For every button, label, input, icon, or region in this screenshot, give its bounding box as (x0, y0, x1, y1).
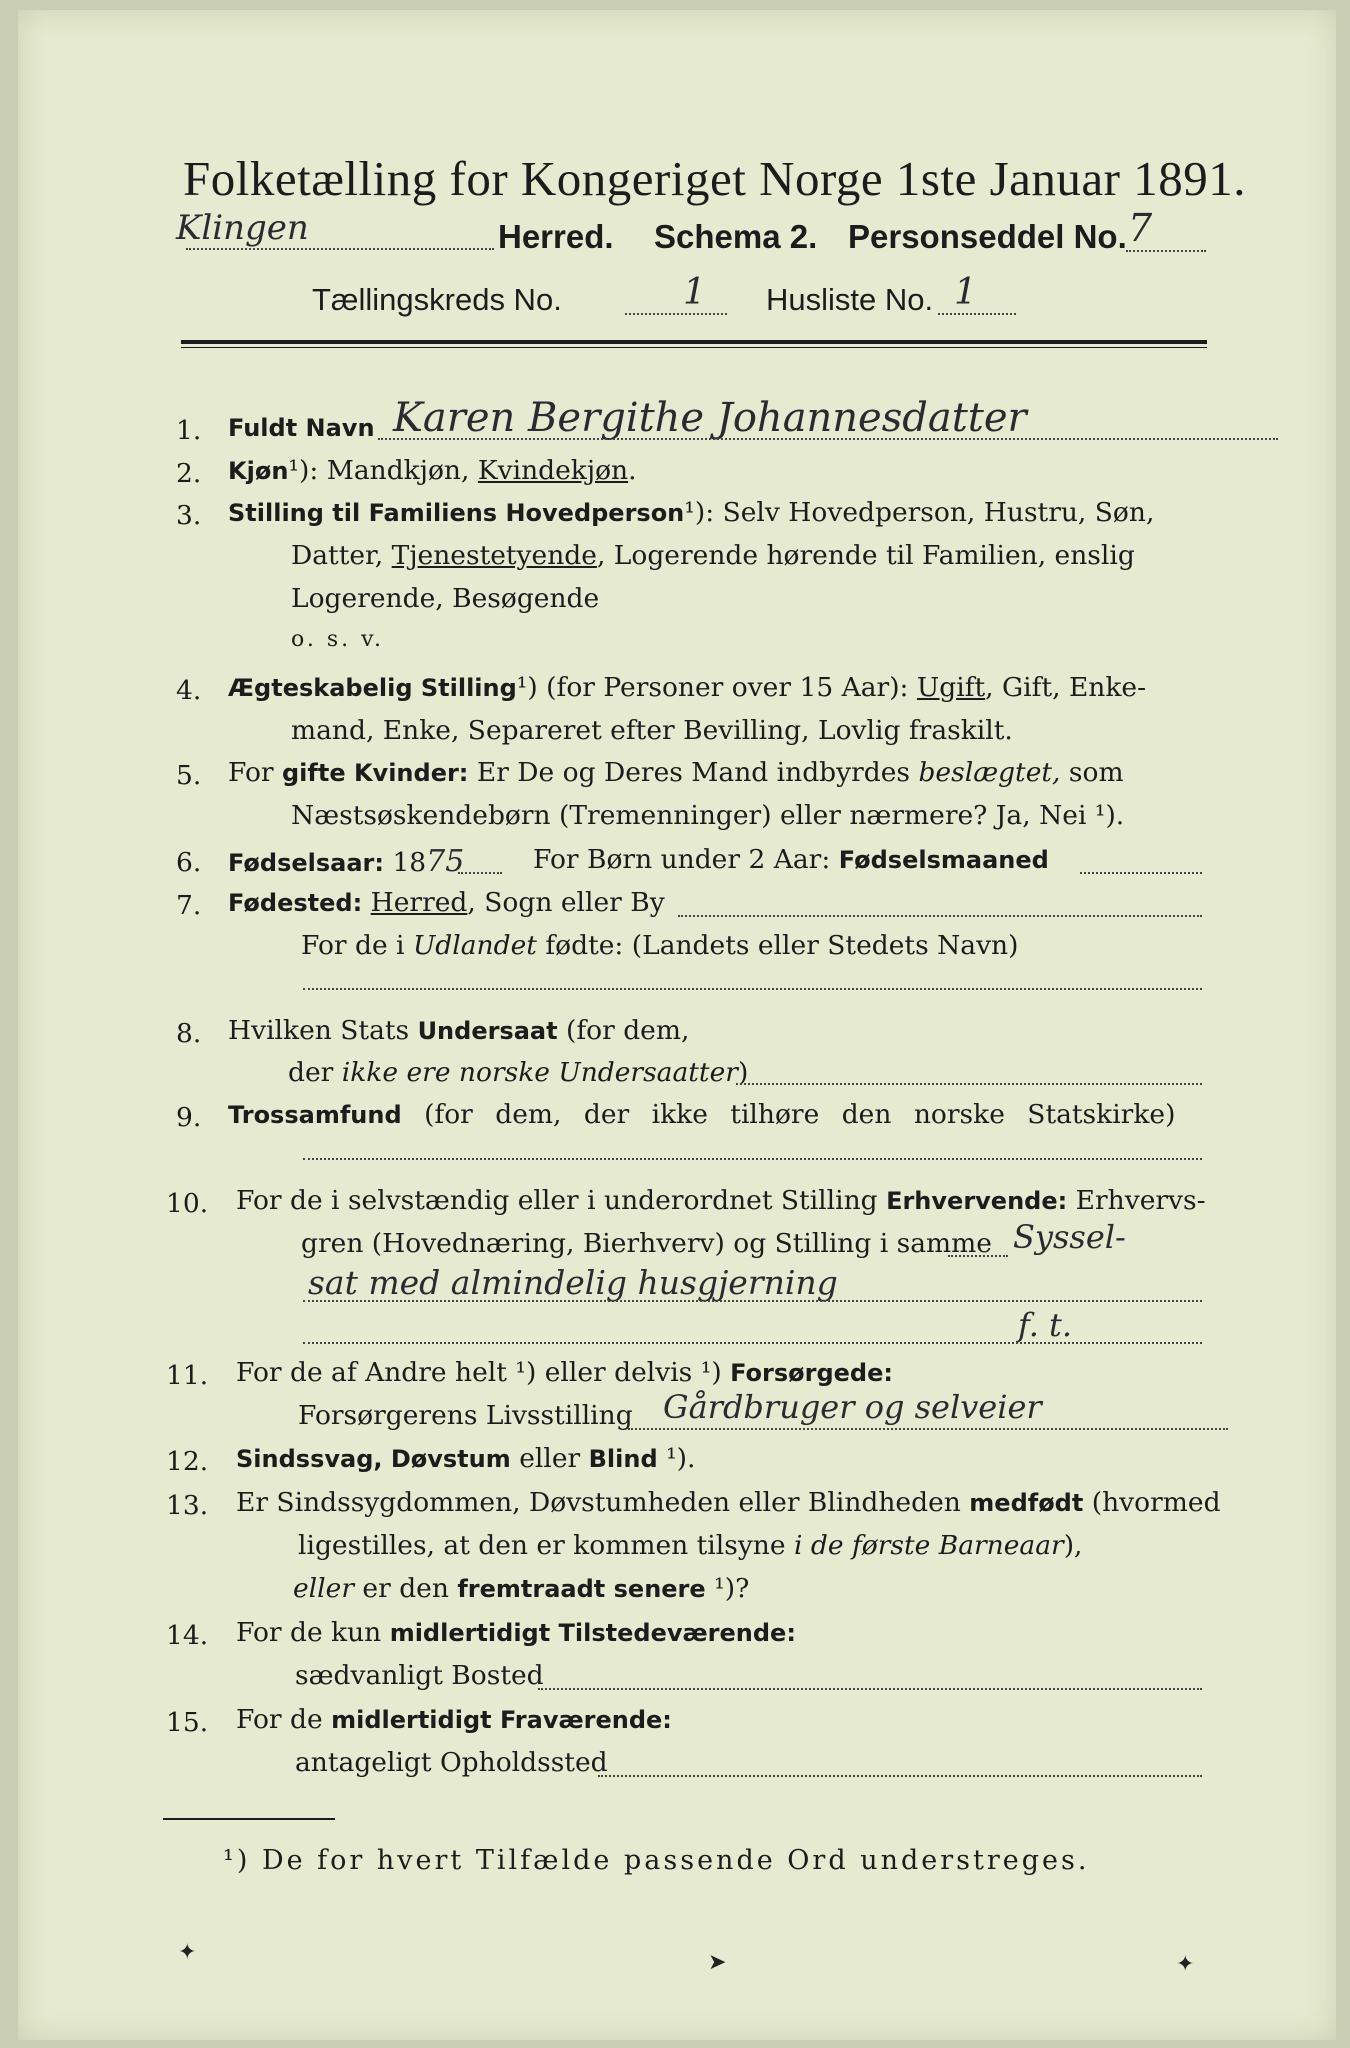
q11-line: For de af Andre helt ¹) eller delvis ¹) Forsørgede: (236, 1357, 893, 1388)
q10-value3: f. t. (1018, 1306, 1073, 1344)
q4-line: Ægteskabelig Stilling¹) (for Personer over 15 Aar): Ugift, Gift, Enke- (228, 672, 1147, 703)
q3-line: Stilling til Familiens Hovedperson¹): Selv Hovedperson, Hustru, Søn, (228, 497, 1155, 528)
q6-line: Fødselsaar: 1875 (228, 844, 465, 879)
q2-choice: Kvindekjøn (477, 455, 629, 486)
kreds-value: 1 (683, 272, 706, 313)
q2-line: Kjøn¹): Mandkjøn, Kvindekjøn. (228, 455, 637, 486)
q8-line: Hvilken Stats Undersaat (for dem, (228, 1015, 690, 1046)
q6-value: 75 (426, 844, 465, 879)
herred-label: Herred. (498, 218, 614, 255)
punch-mark-right-icon: ✦ (1176, 1952, 1195, 1977)
q3-choice: Tjenestetyende (391, 540, 597, 571)
kreds-label: Tællingskreds No. (312, 282, 562, 317)
q10-value2: sat med almindelig husgjerning (308, 1263, 838, 1302)
q15-line: For de midlertidigt Fraværende: (236, 1704, 672, 1735)
q1-label: Fuldt Navn (228, 414, 375, 442)
husliste-label: Husliste No. (766, 282, 934, 317)
q1-value: Karen Bergithe Johannesdatter (393, 395, 1027, 441)
husliste-value: 1 (954, 272, 977, 313)
q4-choice: Ugift (916, 672, 986, 703)
q7-line: Fødested: Herred, Sogn eller By (228, 887, 665, 918)
punch-mark-center-icon: ➤ (708, 1950, 727, 1975)
q10-line: For de i selvstændig eller i underordnet Stilling Erhvervende: Erhvervs- (236, 1185, 1206, 1216)
footnote-rule (163, 1818, 335, 1820)
punch-mark-left-icon: ✦ (178, 1940, 197, 1965)
q7-choice: Herred (370, 887, 468, 918)
personseddel-label: Personseddel No. (848, 218, 1127, 255)
q3-line2: Datter, Tjenestetyende, Logerende hørende til Familien, enslig (291, 540, 1135, 571)
q13-line: Er Sindssygdommen, Døvstumheden eller Blindheden medfødt (hvormed (236, 1487, 1221, 1518)
q11-value: Gårdbruger og selveier (663, 1388, 1042, 1426)
census-form-sheet: Folketælling for Kongeriget Norge 1ste Januar 1891. Klingen Herred. Schema 2. Personseddel No. 7 Tællingskreds No. 1 Husliste No. 1 1. Fuldt Navn Karen Bergithe Johannesdatter 2. Kjøn¹): Mandkjøn, Kvindekjøn. 3. Stilling til Familiens Hovedperson¹): Selv Hovedperson, Hustru, Søn, Datter, Tjenestetyende, Logerende hørende til Familien, enslig Logerende, Besøgende o. s. v. 4. Ægteskabelig Stilling¹) (for Personer over 15 Aar): Ugift, Gift, Enke- mand, Enke, Separeret efter Bevilling, Lovlig fraskilt. 5. For gifte Kvinder: Er De og Deres Mand indbyrdes beslægtet, som Næstsøskendebørn (Tremenninger) eller nærmere? Ja, Nei ¹). 6. Fødselsaar: 1875 For Børn under 2 Aar: Fødselsmaaned 7. Fødested: Herred, Sogn eller By For de i Udlandet fødte: (Landets eller Stedets Navn) 8. Hvilken Stats Undersaat (for dem, der ikke ere norske Undersaatter) 9. Trossamfund (for dem, der ikke tilhøre den norske Statskirke) 10. For de i selvstændig eller i underordnet Stilling Erhvervende: Erhvervs- gren (Hovednæring, Bierhverv) og Stilling i samme Syssel- sat med almindelig husgjerning f. t. 11. For de af Andre helt ¹) eller delvis ¹) Forsørgede: Forsørgerens Livsstilling Gårdbruger og selveier 12. Sindssvag, Døvstum eller Blind ¹). 13. Er Sindssygdommen, Døvstumheden eller Blindheden medfødt (hvormed ligestilles, at den er kommen tilsyne i de første Barneaar), eller er den fremtraadt senere ¹)? 14. For de kun midlertidigt Tilstedeværende: sædvanligt Bosted 15. For de midlertidigt Fraværende: antageligt Opholdssted ¹) De for hvert Tilfælde passende Ord understreges. ✦ ➤ ✦ (18, 10, 1336, 2040)
q10-value1: Syssel- (1013, 1218, 1126, 1256)
q14-line: For de kun midlertidigt Tilstedeværende: (236, 1617, 796, 1648)
q5-line: For gifte Kvinder: Er De og Deres Mand indbyrdes beslægtet, som (228, 757, 1124, 788)
q12-line: Sindssvag, Døvstum eller Blind ¹). (236, 1443, 696, 1474)
personseddel-value: 7 (1128, 206, 1153, 250)
form-title: Folketælling for Kongeriget Norge 1ste Januar 1891. (183, 151, 1246, 206)
footnote: ¹) De for hvert Tilfælde passende Ord understreges. (223, 1845, 1090, 1876)
header-rule (181, 340, 1207, 344)
q9-line: Trossamfund (for dem, der ikke tilhøre den norske Statskirke) (228, 1099, 1176, 1130)
herred-value: Klingen (176, 208, 309, 248)
schema-label: Schema 2. (654, 218, 818, 255)
